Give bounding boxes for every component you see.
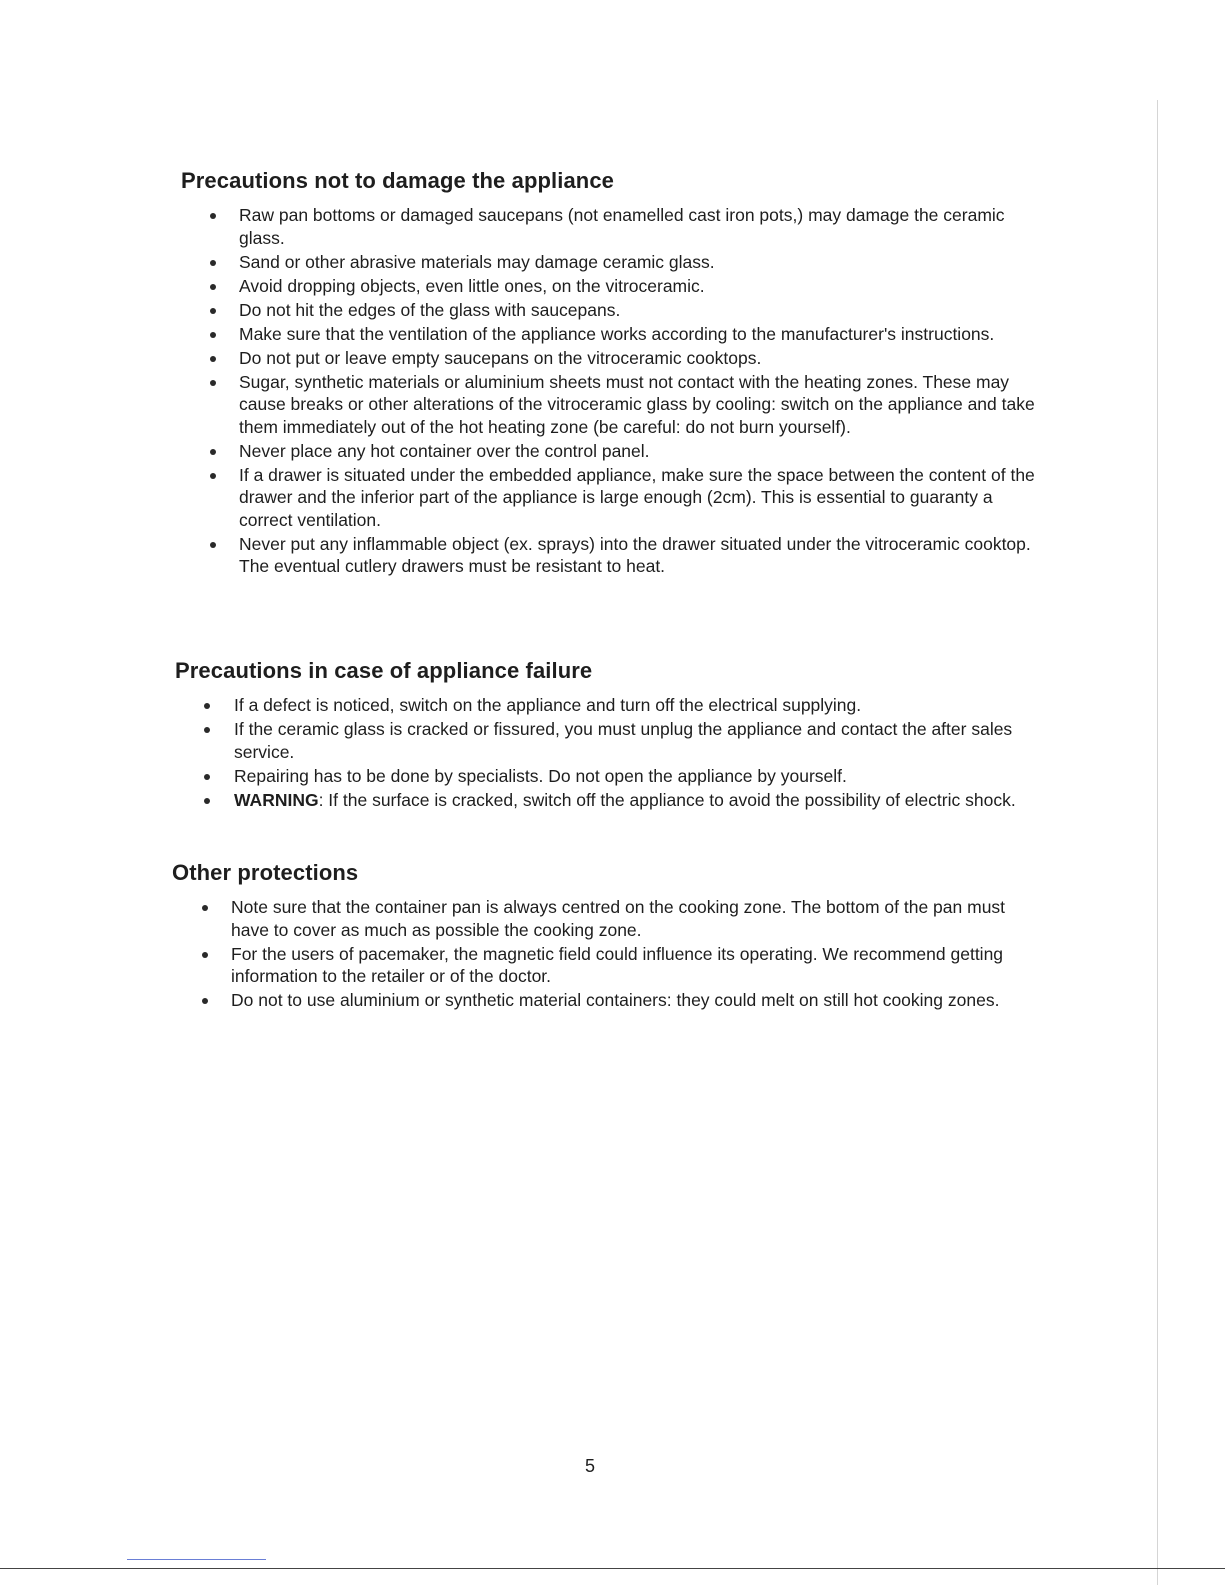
bullet-icon [210, 356, 216, 362]
list-item [181, 533, 1041, 578]
bullet-icon [202, 998, 208, 1004]
bullet-icon [204, 703, 210, 709]
list-item-text: Do not to use aluminium or synthetic material containers: they could melt on still hot cooking zones. [231, 990, 1000, 1010]
bullet-icon [210, 260, 216, 266]
list-item-text: Do not put or leave empty saucepans on the vitroceramic cooktops. [239, 347, 762, 368]
list-item-text: If a drawer is situated under the embedded appliance, make sure the space between the content of the drawer and the inferior part of the appliance is large enough (2cm). This is essential to guaranty a correct ventilation. [239, 464, 1035, 530]
bullet-icon [210, 284, 216, 290]
warning-text: : If the surface is cracked, switch off the appliance to avoid the possibility of electric shock. [318, 789, 1016, 810]
list-item [181, 371, 1041, 439]
bullet-icon [210, 449, 216, 455]
page-number: 5 [585, 1456, 596, 1476]
section-failure-precautions [175, 658, 1035, 813]
list-item-text: Do not hit the edges of the glass with saucepans. [239, 299, 621, 320]
bullet-icon [210, 213, 216, 219]
list-item-text: Never place any hot container over the control panel. [239, 440, 650, 461]
warning-item [175, 789, 1035, 812]
bottom-link-underline [127, 1559, 266, 1560]
bullet-list [172, 896, 1032, 1012]
section-title: Other protections [172, 860, 359, 885]
warning-label: WARNING [234, 789, 319, 810]
right-margin-line [1157, 100, 1158, 1585]
list-item-text: For the users of pacemaker, the magnetic field could influence its operating. We recommend getting information to the retailer or of the doctor. [231, 943, 1004, 986]
list-item-text: Never put any inflammable object (ex. sprays) into the drawer situated under the vitroceramic cooktop. The eventual cutlery drawers must be resistant to heat. [239, 533, 1031, 576]
list-item [172, 943, 1032, 988]
list-item-text: Note sure that the container pan is always centred on the cooking zone. The bottom of the pan must have to cover as much as possible the cooking zone. [231, 897, 1006, 940]
list-item [181, 440, 1041, 463]
list-item [175, 694, 1035, 717]
list-item [181, 347, 1041, 370]
section-damage-precautions [181, 168, 1041, 579]
list-item-text: Make sure that the ventilation of the appliance works according to the manufacturer's instructions. [239, 323, 995, 344]
list-item [175, 718, 1035, 763]
list-item [181, 299, 1041, 322]
list-item-text: Raw pan bottoms or damaged saucepans (not enamelled cast iron pots,) may damage the ceramic glass. [239, 205, 1005, 248]
list-item [175, 765, 1035, 788]
bottom-divider [0, 1568, 1225, 1569]
bullet-icon [202, 905, 208, 911]
section-title: Precautions in case of appliance failure [175, 658, 593, 683]
bullet-list [181, 204, 1041, 578]
bullet-icon [204, 774, 210, 780]
bullet-icon [210, 308, 216, 314]
list-item-text: Sand or other abrasive materials may damage ceramic glass. [239, 251, 715, 272]
list-item [172, 896, 1032, 941]
bullet-icon [204, 727, 210, 733]
bullet-icon [210, 473, 216, 479]
list-item [172, 989, 1032, 1012]
list-item-text: Sugar, synthetic materials or aluminium sheets must not contact with the heating zones. These may cause breaks or other alterations of the vitroceramic glass by cooling: switch on the appliance and take them immediately out of the hot heating zone (be careful: do not burn yourself). [239, 371, 1035, 437]
list-item-text: If the ceramic glass is cracked or fissured, you must unplug the appliance and contact the after sales service. [234, 719, 1013, 762]
list-item [181, 323, 1041, 346]
list-item [181, 204, 1041, 249]
list-item [181, 275, 1041, 298]
section-title: Precautions not to damage the appliance [181, 168, 614, 193]
list-item-text: Avoid dropping objects, even little ones, on the vitroceramic. [239, 275, 705, 296]
bullet-icon [210, 542, 216, 548]
bullet-icon [204, 798, 210, 804]
bullet-icon [210, 380, 216, 386]
bullet-list [175, 694, 1035, 811]
list-item-text: Repairing has to be done by specialists. Do not open the appliance by yourself. [234, 765, 847, 786]
list-item-text: If a defect is noticed, switch on the appliance and turn off the electrical supplying. [234, 695, 862, 715]
list-item [181, 251, 1041, 274]
bullet-icon [202, 952, 208, 958]
section-other-protections [172, 860, 1032, 1013]
bullet-icon [210, 332, 216, 338]
list-item [181, 464, 1041, 532]
